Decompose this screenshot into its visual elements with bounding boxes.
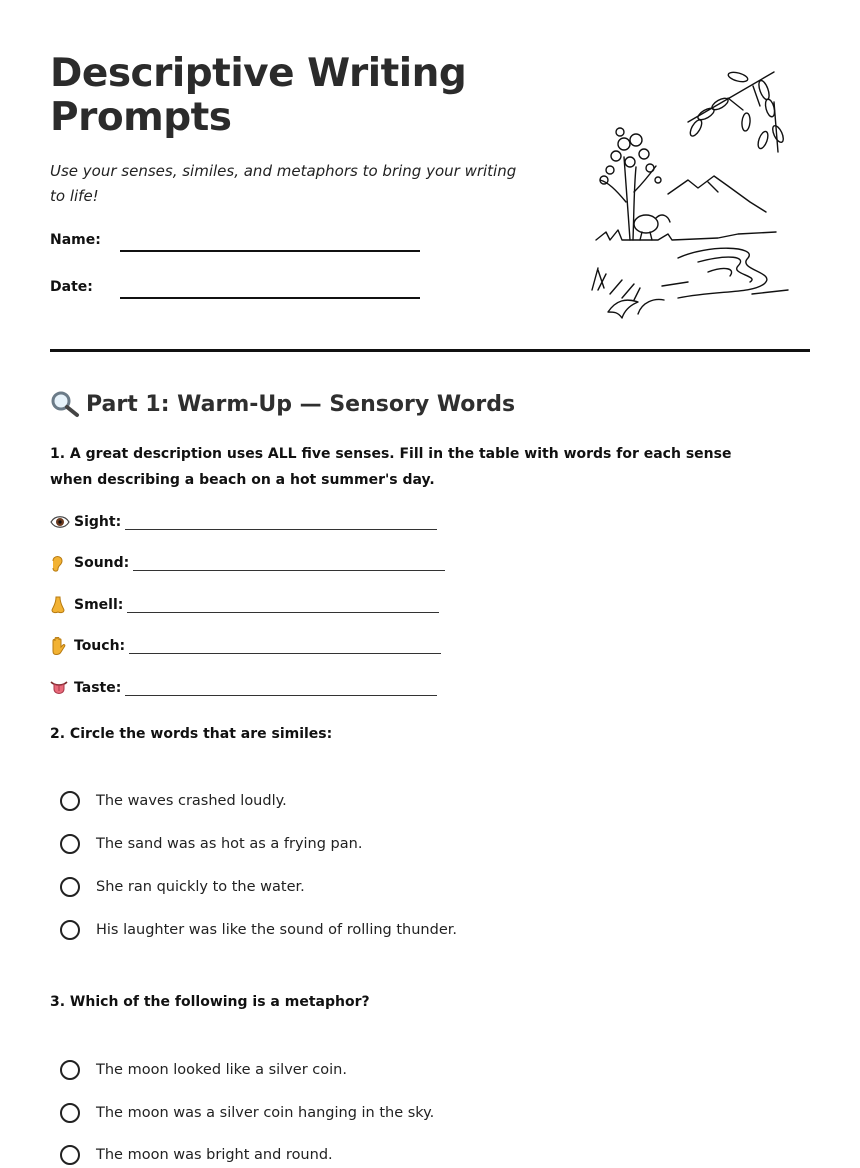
option-text: His laughter was like the sound of rolling thunder.: [96, 922, 457, 938]
tongue-icon: [50, 679, 72, 697]
date-label: Date:: [50, 279, 93, 295]
sense-row-touch[interactable]: [50, 635, 441, 657]
radio-circle[interactable]: [60, 1103, 80, 1123]
sense-row-sight[interactable]: [50, 511, 437, 533]
sense-answer-line[interactable]: [127, 598, 439, 613]
q2-option[interactable]: [60, 874, 305, 900]
radio-circle[interactable]: [60, 1145, 80, 1165]
option-text: The moon was bright and round.: [96, 1147, 333, 1163]
sense-answer-line[interactable]: [129, 639, 441, 654]
q2-option[interactable]: [60, 831, 362, 857]
radio-circle[interactable]: [60, 920, 80, 940]
hand-icon: [50, 637, 72, 655]
radio-circle[interactable]: [60, 1060, 80, 1080]
name-line[interactable]: [120, 250, 420, 252]
ear-icon: [50, 554, 72, 572]
sense-row-taste[interactable]: [50, 677, 437, 699]
header-divider: [50, 349, 810, 352]
date-field[interactable]: [50, 279, 430, 305]
sense-row-smell[interactable]: [50, 594, 439, 616]
page-subtitle: Use your senses, similes, and metaphors to bring your writing to life!: [50, 162, 517, 205]
sense-label-taste: Taste:: [74, 680, 122, 696]
q2-option[interactable]: [60, 917, 457, 943]
radio-circle[interactable]: [60, 877, 80, 897]
eye-icon: [50, 513, 72, 531]
sense-label-smell: Smell:: [74, 597, 124, 613]
radio-circle[interactable]: [60, 834, 80, 854]
page-title: Descriptive Writing Prompts: [50, 51, 467, 140]
option-text: The moon was a silver coin hanging in the sky.: [96, 1105, 435, 1121]
question-1: 1. A great description uses ALL five senses. Fill in the table with words for each sense when describing a beach on a hot summer's day.: [50, 446, 732, 488]
question-3: 3. Which of the following is a metaphor?: [50, 994, 370, 1010]
sense-row-sound[interactable]: [50, 552, 445, 574]
nose-icon: [50, 596, 72, 614]
radio-circle[interactable]: [60, 791, 80, 811]
option-text: The moon looked like a silver coin.: [96, 1062, 347, 1078]
part1-heading: [50, 388, 515, 420]
q3-option[interactable]: [60, 1142, 333, 1168]
sense-label-touch: Touch:: [74, 638, 126, 654]
option-text: The sand was as hot as a frying pan.: [96, 836, 363, 852]
part1-heading-text: Part 1: Warm-Up — Sensory Words: [86, 391, 516, 417]
worksheet-page: [50, 0, 810, 1161]
landscape-illustration: [538, 62, 798, 332]
sense-answer-line[interactable]: [133, 556, 445, 571]
name-field[interactable]: [50, 232, 430, 258]
sense-label-sound: Sound:: [74, 555, 130, 571]
q2-option[interactable]: [60, 788, 287, 814]
option-text: The waves crashed loudly.: [96, 793, 287, 809]
sense-answer-line[interactable]: [125, 681, 437, 696]
option-text: She ran quickly to the water.: [96, 879, 305, 895]
q3-option[interactable]: [60, 1057, 347, 1083]
date-line[interactable]: [120, 297, 420, 299]
magnifying-glass-icon: [50, 390, 80, 418]
sense-label-sight: Sight:: [74, 514, 122, 530]
name-label: Name:: [50, 232, 101, 248]
question-2: 2. Circle the words that are similes:: [50, 726, 333, 742]
sense-answer-line[interactable]: [125, 515, 437, 530]
q3-option[interactable]: [60, 1100, 434, 1126]
